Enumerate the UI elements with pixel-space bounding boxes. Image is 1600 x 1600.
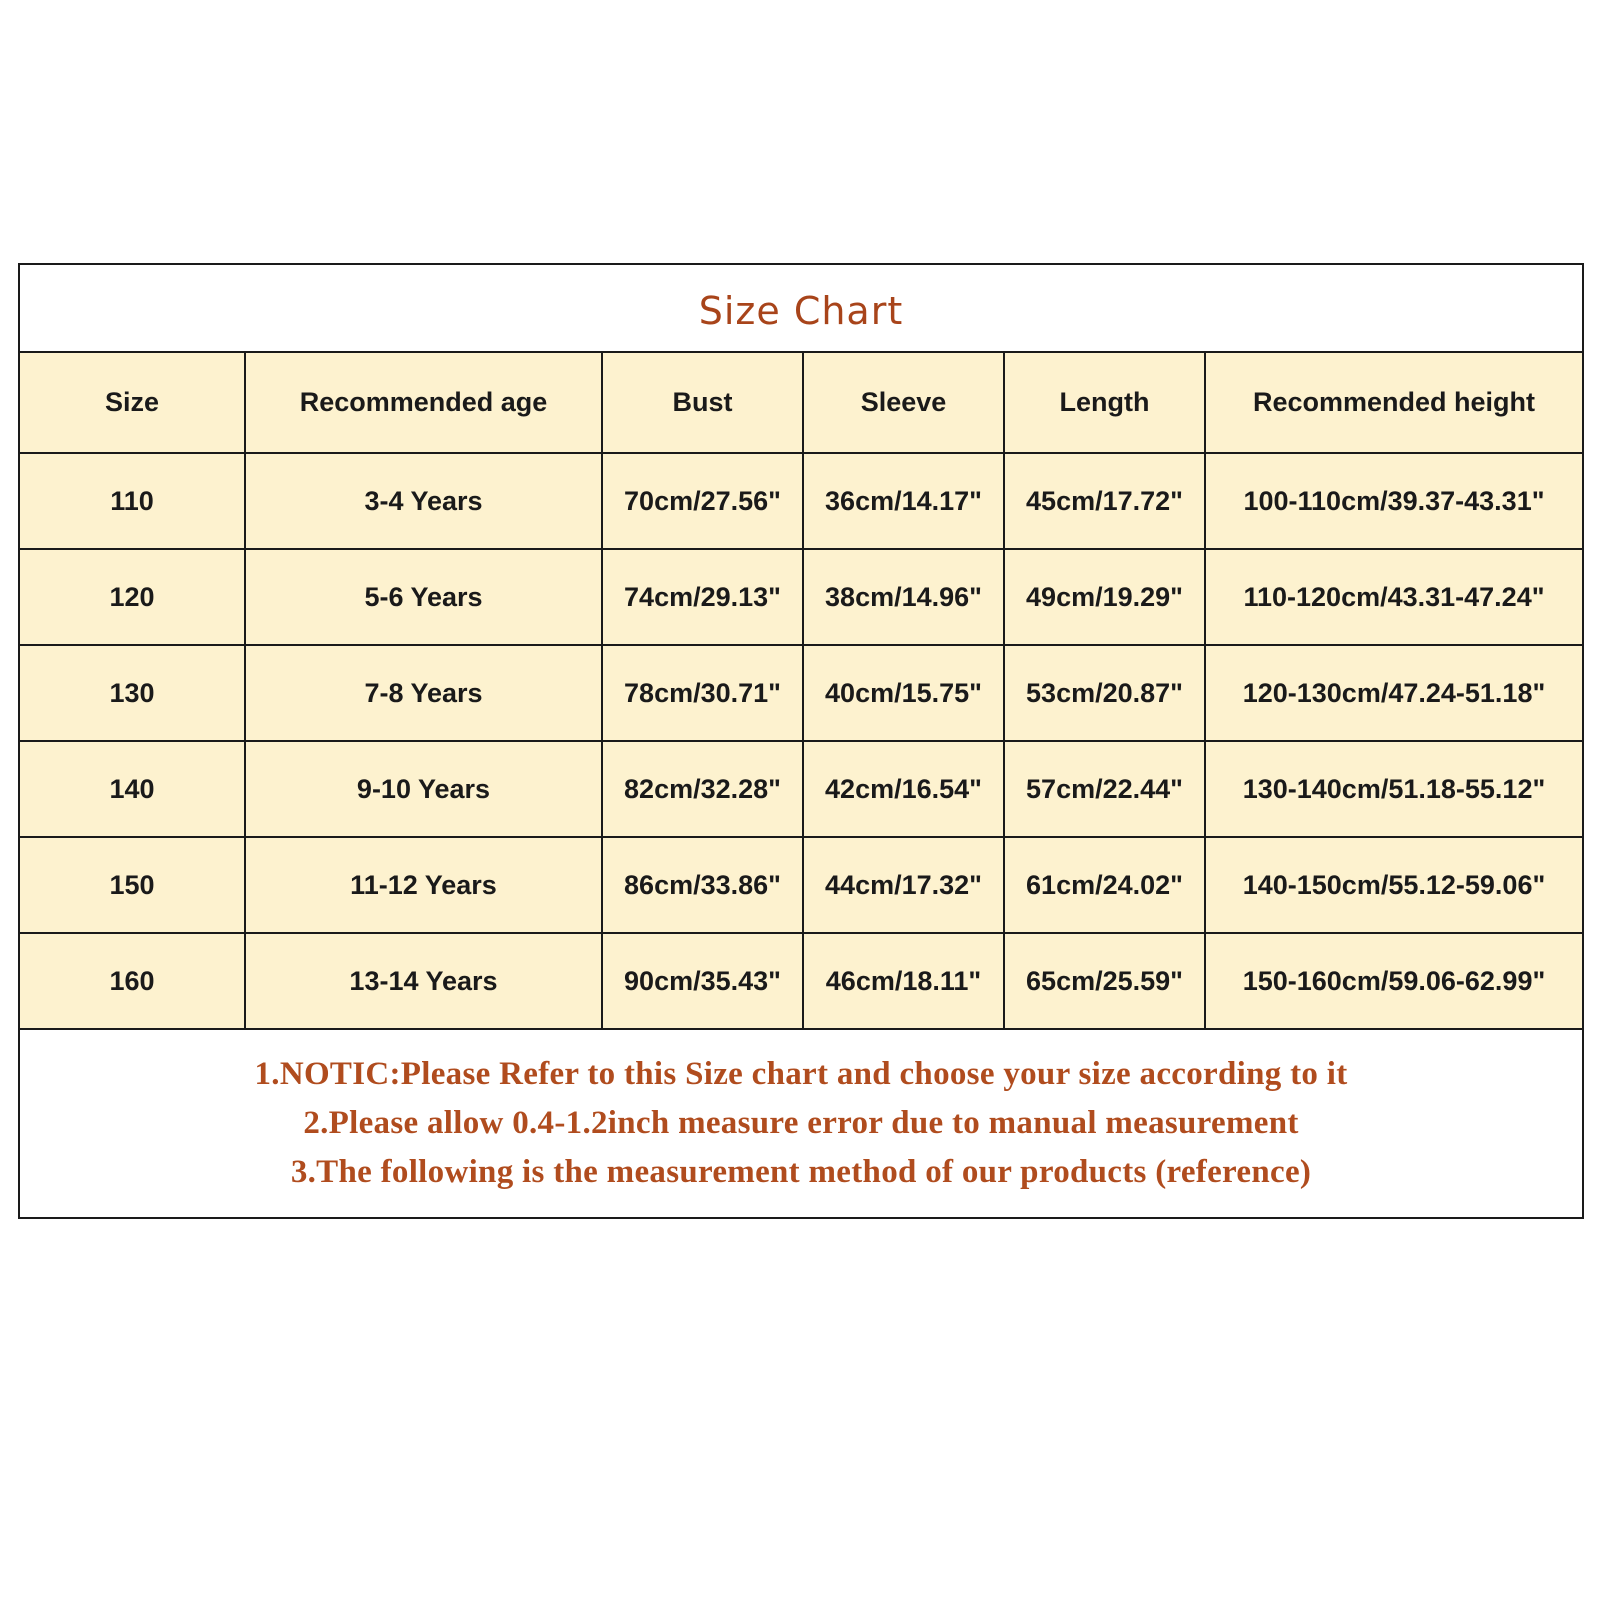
cell-age: 9-10 Years xyxy=(245,741,602,837)
cell-bust: 70cm/27.56" xyxy=(602,453,803,549)
header-bust: Bust xyxy=(602,353,803,453)
table-row xyxy=(20,645,1582,741)
table-row xyxy=(20,933,1582,1029)
cell-bust: 78cm/30.71" xyxy=(602,645,803,741)
cell-size: 140 xyxy=(20,741,245,837)
note-line-1: 1.NOTIC:Please Refer to this Size chart and choose your size according to it xyxy=(254,1055,1348,1092)
cell-size: 130 xyxy=(20,645,245,741)
size-table xyxy=(20,353,1582,1030)
cell-size: 110 xyxy=(20,453,245,549)
header-size: Size xyxy=(20,353,245,453)
cell-height: 140-150cm/55.12-59.06" xyxy=(1205,837,1582,933)
note-line-3: 3.The following is the measurement method of our products (reference) xyxy=(290,1153,1312,1190)
table-row xyxy=(20,741,1582,837)
table-row xyxy=(20,837,1582,933)
notes-block xyxy=(20,1030,1582,1216)
note-line-2: 2.Please allow 0.4-1.2inch measure error due to manual measurement xyxy=(303,1104,1299,1141)
cell-age: 13-14 Years xyxy=(245,933,602,1029)
cell-bust: 90cm/35.43" xyxy=(602,933,803,1029)
table-row xyxy=(20,549,1582,645)
cell-height: 100-110cm/39.37-43.31" xyxy=(1205,453,1582,549)
size-chart-frame xyxy=(18,263,1584,1219)
cell-bust: 74cm/29.13" xyxy=(602,549,803,645)
cell-length: 61cm/24.02" xyxy=(1004,837,1205,933)
cell-length: 57cm/22.44" xyxy=(1004,741,1205,837)
cell-height: 150-160cm/59.06-62.99" xyxy=(1205,933,1582,1029)
table-row xyxy=(20,453,1582,549)
cell-age: 5-6 Years xyxy=(245,549,602,645)
cell-length: 45cm/17.72" xyxy=(1004,453,1205,549)
cell-sleeve: 40cm/15.75" xyxy=(803,645,1004,741)
cell-size: 120 xyxy=(20,549,245,645)
header-recommended-height: Recommended height xyxy=(1205,353,1582,453)
cell-size: 160 xyxy=(20,933,245,1029)
title-row xyxy=(20,265,1582,353)
cell-age: 7-8 Years xyxy=(245,645,602,741)
cell-bust: 86cm/33.86" xyxy=(602,837,803,933)
header-sleeve: Sleeve xyxy=(803,353,1004,453)
cell-sleeve: 38cm/14.96" xyxy=(803,549,1004,645)
size-chart-title: Size Chart xyxy=(698,289,904,333)
cell-age: 11-12 Years xyxy=(245,837,602,933)
cell-length: 53cm/20.87" xyxy=(1004,645,1205,741)
header-row xyxy=(20,353,1582,453)
cell-sleeve: 46cm/18.11" xyxy=(803,933,1004,1029)
cell-height: 110-120cm/43.31-47.24" xyxy=(1205,549,1582,645)
cell-sleeve: 44cm/17.32" xyxy=(803,837,1004,933)
cell-height: 130-140cm/51.18-55.12" xyxy=(1205,741,1582,837)
cell-height: 120-130cm/47.24-51.18" xyxy=(1205,645,1582,741)
cell-age: 3-4 Years xyxy=(245,453,602,549)
header-length: Length xyxy=(1004,353,1205,453)
cell-sleeve: 42cm/16.54" xyxy=(803,741,1004,837)
cell-bust: 82cm/32.28" xyxy=(602,741,803,837)
cell-length: 65cm/25.59" xyxy=(1004,933,1205,1029)
cell-sleeve: 36cm/14.17" xyxy=(803,453,1004,549)
header-recommended-age: Recommended age xyxy=(245,353,602,453)
cell-size: 150 xyxy=(20,837,245,933)
cell-length: 49cm/19.29" xyxy=(1004,549,1205,645)
